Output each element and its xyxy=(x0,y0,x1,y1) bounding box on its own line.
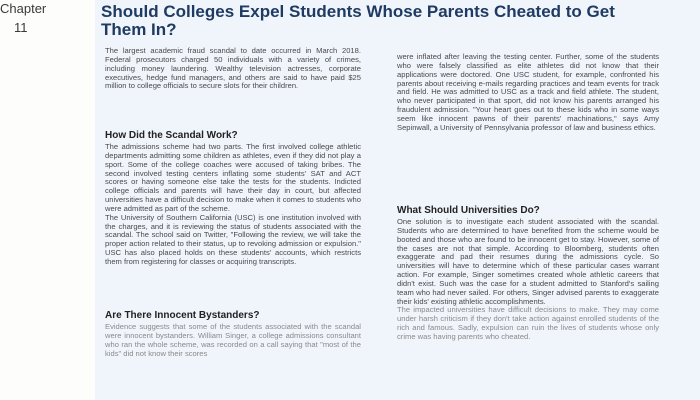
universities-section xyxy=(397,218,659,342)
bystanders-heading: Are There Innocent Bystanders? xyxy=(105,310,260,321)
universities-paragraph-2: The impacted universities have difficult decisions to make. They may come under harsh criticism if they don't take action against enrolled students of the rich and famous. Sadly, expulsion can ruin the lives of students whose only crime was having parents who cheated. xyxy=(397,305,659,341)
bystanders-section xyxy=(105,323,361,358)
scandal-section xyxy=(105,143,361,267)
chapter-number: 11 xyxy=(14,20,28,35)
article-page xyxy=(95,0,700,400)
universities-heading: What Should Universities Do? xyxy=(397,205,540,216)
article-title: Should Colleges Expel Students Whose Parents Cheated to Get Them In? xyxy=(101,2,615,39)
scandal-paragraph-2: The University of Southern California (USC) is one institution involved with the charges, and it is reviewing the status of students associated with the scandal. The school said on Twitter, "Following the review, we will take the proper action related to their status, up to revoking admission or expulsion." USC has also placed holds on these students' accounts, which restricts them from registering for classes or acquiring transcripts. xyxy=(105,212,361,266)
chapter-sidebar xyxy=(0,0,94,400)
bystanders-paragraph-1: Evidence suggests that some of the students associated with the scandal were innocent bystanders. William Singer, a college admissions consultant who ran the whole scheme, was recorded on a call saying that "most of the kids" did not know their scores xyxy=(105,322,361,358)
right-column-continuation xyxy=(397,53,659,133)
chapter-label: Chapter xyxy=(0,1,47,16)
scandal-paragraph-1: The admissions scheme had two parts. The first involved college athletic departments admitting some children as athletes, even if they did not play a sport. Some of the college coaches were accused of taking bribes. The second involved testing centers inflating some students' SAT and ACT scores or having someone else take the tests for the students. Indicted college officials and parents will have their day in court, but affected universities have a difficult decision to make when it comes to students who were admitted as part of the scheme. xyxy=(105,142,361,213)
intro-paragraph xyxy=(105,47,361,91)
continuation-paragraph: were inflated after leaving the testing center. Further, some of the students who were falsely classified as elite athletes did not know that their applications were doctored. One USC student, for example, confronted his parents about receiving e-mails regarding practices and team events for track and field. He was admitted to USC as a track and field athlete. The student, who never participated in that sport, did not know his parents arranged his fraudulent admission. "Your heart goes out to these kids who in some ways seem like innocent pawns of their parents' machinations," says Amy Sepinwall, a University of Pennsylvania professor of law and business ethics. xyxy=(397,52,659,132)
universities-paragraph-1: One solution is to investigate each student associated with the scandal. Students who are determined to have benefited from the scheme would be booted and those who are found to be innocent get to stay. However, some of the cases are not that simple. According to Bloomberg, students often exaggerate and pad their resumes during the admissions cycle. So universities will have to determine which of these particular cases warrant action. For example, Singer sometimes created whole athletic careers that didn't exist. Such was the case for a student admitted to Stanford's sailing team who had never sailed. For others, Singer advised parents to exaggerate their kids' existing athletic accomplishments. xyxy=(397,217,659,306)
intro-text: The largest academic fraud scandal to date occurred in March 2018. Federal prosecutors charged 50 individuals with a variety of crimes, including money laundering. Wealthy television actresses, corporate executives, hedge fund managers, and others are said to have paid $25 million to college officials to secure slots for their children. xyxy=(105,46,361,91)
scandal-heading: How Did the Scandal Work? xyxy=(105,130,238,141)
